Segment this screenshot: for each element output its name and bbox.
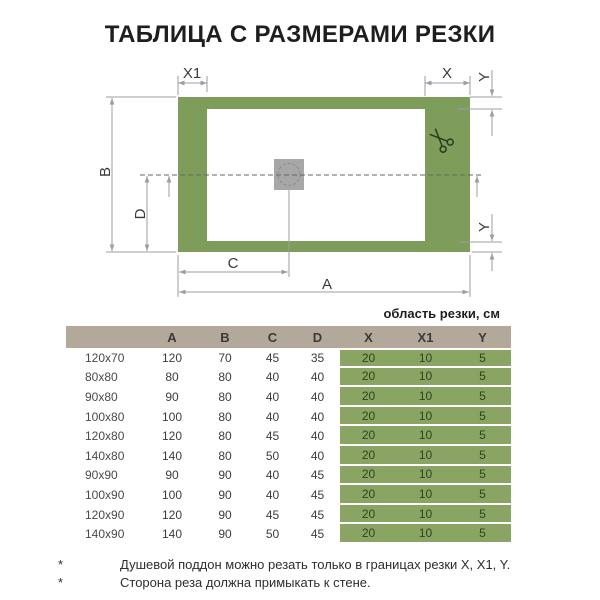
cell-c: 40 — [265, 409, 280, 424]
col-header-b: B — [220, 329, 230, 345]
cell-d: 45 — [310, 487, 325, 502]
cell-b: 80 — [218, 448, 232, 463]
cell-x: 20 — [340, 485, 397, 505]
footnote-line — [58, 574, 510, 592]
cell-a: 120 — [161, 429, 183, 444]
col-header-c: C — [267, 329, 278, 345]
drain-icon — [274, 159, 304, 190]
cut-area-header: область резки, см — [383, 306, 500, 321]
cell-x1: 10 — [397, 348, 454, 368]
table-row — [66, 426, 511, 446]
cell-x1: 10 — [397, 505, 454, 525]
cell-x: 20 — [340, 524, 397, 544]
row-label: 100x80 — [85, 409, 125, 424]
cell-d: 35 — [310, 350, 325, 365]
cell-x1: 10 — [397, 426, 454, 446]
cell-b: 90 — [218, 468, 232, 483]
row-label: 80x80 — [85, 370, 118, 385]
cell-b: 80 — [218, 429, 232, 444]
dim-label-d: D — [132, 208, 149, 220]
table-row — [66, 446, 511, 466]
cell-x1: 10 — [397, 446, 454, 466]
cell-c: 40 — [265, 468, 280, 483]
cell-a: 90 — [165, 389, 179, 404]
cell-x1: 10 — [397, 407, 454, 427]
cell-y: 5 — [454, 485, 511, 505]
cell-d: 40 — [310, 429, 325, 444]
col-header-x: X — [364, 329, 373, 345]
cell-c: 45 — [265, 429, 280, 444]
footnote-text: Душевой поддон можно резать только в границах резки X, X1, Y. — [120, 557, 511, 572]
cell-d: 40 — [310, 409, 325, 424]
cell-x1: 10 — [397, 485, 454, 505]
cell-a: 120 — [161, 350, 183, 365]
row-label: 120x90 — [85, 507, 125, 522]
cell-b: 90 — [218, 507, 232, 522]
cell-x1: 10 — [397, 466, 454, 486]
cell-a: 90 — [165, 468, 179, 483]
table-row — [66, 505, 511, 525]
cell-d: 45 — [310, 527, 325, 542]
cell-d: 40 — [310, 389, 325, 404]
cell-x: 20 — [340, 446, 397, 466]
cell-x: 20 — [340, 466, 397, 486]
cell-x: 20 — [340, 368, 397, 388]
footnote-marker: * — [58, 557, 64, 572]
cell-d: 45 — [310, 507, 325, 522]
cell-x: 20 — [340, 407, 397, 427]
dim-label-x: X — [441, 65, 453, 82]
cell-d: 40 — [310, 370, 325, 385]
cell-b: 80 — [218, 409, 232, 424]
cell-c: 50 — [265, 527, 280, 542]
cell-x1: 10 — [397, 387, 454, 407]
row-label: 90x80 — [85, 389, 118, 404]
cell-a: 140 — [161, 527, 183, 542]
cell-b: 90 — [218, 487, 232, 502]
cell-y: 5 — [454, 407, 511, 427]
row-label: 90x90 — [85, 468, 118, 483]
cell-b: 90 — [218, 527, 232, 542]
table-row — [66, 348, 511, 368]
footnotes — [58, 556, 510, 591]
table-row — [66, 387, 511, 407]
cell-c: 45 — [265, 507, 280, 522]
cell-x: 20 — [340, 348, 397, 368]
col-header-x1: X1 — [417, 329, 434, 345]
cell-b: 80 — [218, 370, 232, 385]
footnote-line — [58, 556, 510, 574]
dim-label-y-top: Y — [476, 71, 493, 83]
table-body — [66, 348, 511, 544]
cell-x1: 10 — [397, 524, 454, 544]
cell-y: 5 — [454, 505, 511, 525]
cell-d: 45 — [310, 468, 325, 483]
cell-a: 140 — [161, 448, 183, 463]
footnote-marker: * — [58, 574, 64, 590]
cell-x: 20 — [340, 387, 397, 407]
row-label: 140x90 — [85, 527, 125, 542]
cell-c: 45 — [265, 350, 280, 365]
cell-b: 70 — [218, 350, 232, 365]
dim-label-y-bottom: Y — [476, 221, 493, 233]
cell-y: 5 — [454, 466, 511, 486]
cell-c: 40 — [265, 370, 280, 385]
col-header-a: A — [167, 329, 177, 345]
tray-diagram — [0, 55, 600, 305]
col-header-d: D — [312, 329, 323, 345]
cell-c: 40 — [265, 487, 280, 502]
cell-x1: 10 — [397, 368, 454, 388]
cell-c: 40 — [265, 389, 280, 404]
row-label: 120x70 — [85, 350, 125, 365]
cell-y: 5 — [454, 387, 511, 407]
cell-y: 5 — [454, 426, 511, 446]
cell-y: 5 — [454, 524, 511, 544]
table-row — [66, 485, 511, 505]
dim-label-c: C — [227, 255, 239, 272]
cell-y: 5 — [454, 368, 511, 388]
page-title: ТАБЛИЦА С РАЗМЕРАМИ РЕЗКИ — [104, 21, 496, 48]
dim-label-b: B — [97, 166, 114, 178]
row-label: 120x80 — [85, 429, 125, 444]
cell-y: 5 — [454, 446, 511, 466]
row-label: 140x80 — [85, 448, 125, 463]
cell-d: 40 — [310, 448, 325, 463]
cell-a: 80 — [165, 370, 179, 385]
table-row — [66, 368, 511, 388]
cell-a: 120 — [161, 507, 183, 522]
dim-label-x1: X1 — [182, 65, 202, 82]
table-row — [66, 524, 511, 544]
table-row — [66, 466, 511, 486]
size-table — [66, 326, 511, 544]
footnote-text: Сторона реза должна примыкать к стене. — [120, 574, 371, 590]
cell-y: 5 — [454, 348, 511, 368]
col-header-y: Y — [478, 329, 487, 345]
cell-x: 20 — [340, 505, 397, 525]
table-header-row — [66, 326, 511, 348]
cell-c: 50 — [265, 448, 280, 463]
cell-x: 20 — [340, 426, 397, 446]
table-row — [66, 407, 511, 427]
row-label: 100x90 — [85, 487, 125, 502]
dim-label-a: A — [321, 276, 333, 293]
cell-b: 80 — [218, 389, 232, 404]
cell-a: 100 — [161, 487, 183, 502]
cell-a: 100 — [161, 409, 183, 424]
